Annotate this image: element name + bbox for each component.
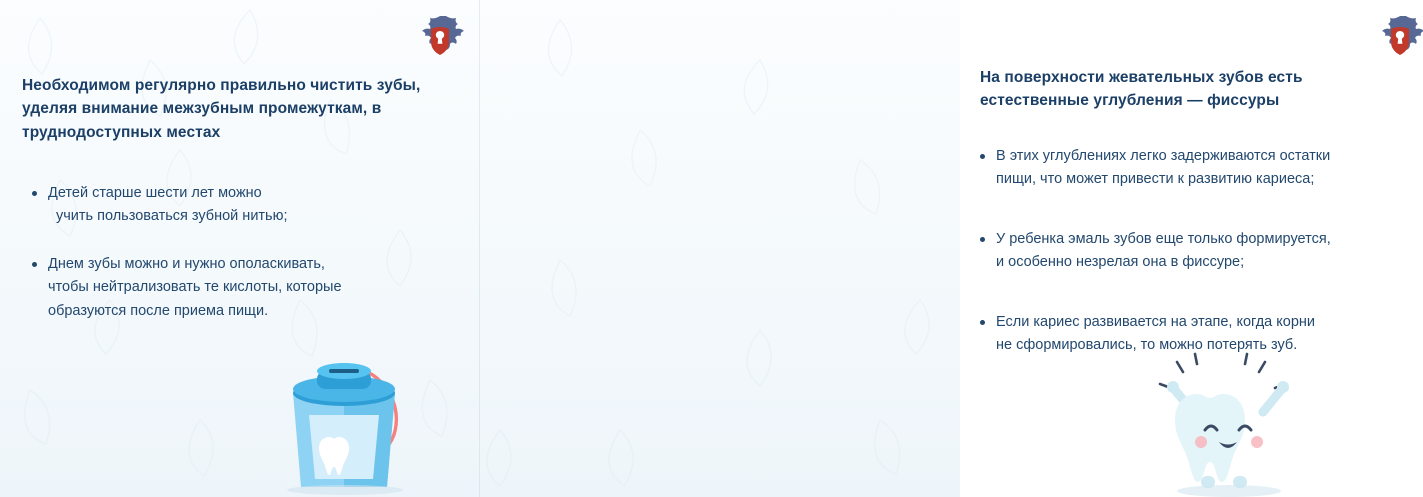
list-item [30,182,460,229]
bullet-line: У ребенка эмаль зубов еще только формируется, [996,230,1331,247]
right-heading: На поверхности жевательных зубов есть естественные углубления — фиссуры [980,69,1303,110]
list-item [978,228,1423,275]
left-heading: Необходимом регулярно правильно чистить зубы, уделяя внимание межзубным промежуткам, в труднодоступных местах [22,77,421,141]
coat-of-arms-icon [417,14,463,64]
bullet-line: Детей старше шести лет можно [48,185,262,201]
bullet-line: Днем зубы можно и нужно ополаскивать, [48,255,325,272]
list-item [30,253,460,323]
bullet-line: Если кариес развивается на этапе, когда корни [996,313,1315,330]
right-panel [480,0,1331,497]
bullet-line: учить пользоваться зубной нитью; [56,208,288,225]
left-panel [0,0,480,497]
list-item [978,145,1423,192]
bullet-line: В этих углублениях легко задерживаются остатки [996,148,1331,164]
dental-floss-icon [245,345,445,495]
happy-tooth-icon [1135,350,1325,497]
bullet-line: пищи, что может привести к развитию кариеса; [996,171,1315,188]
bullet-line: образуются после приема пищи. [48,302,269,319]
bullet-line: и особенно незрелая она в фиссуре; [996,254,1245,271]
left-bullet-list [30,182,460,347]
bullet-line: не сформировались, то можно потерять зуб. [996,337,1298,354]
coat-of-arms-icon [1377,14,1423,64]
bullet-line: чтобы нейтрализовать те кислоты, которые [48,279,342,296]
